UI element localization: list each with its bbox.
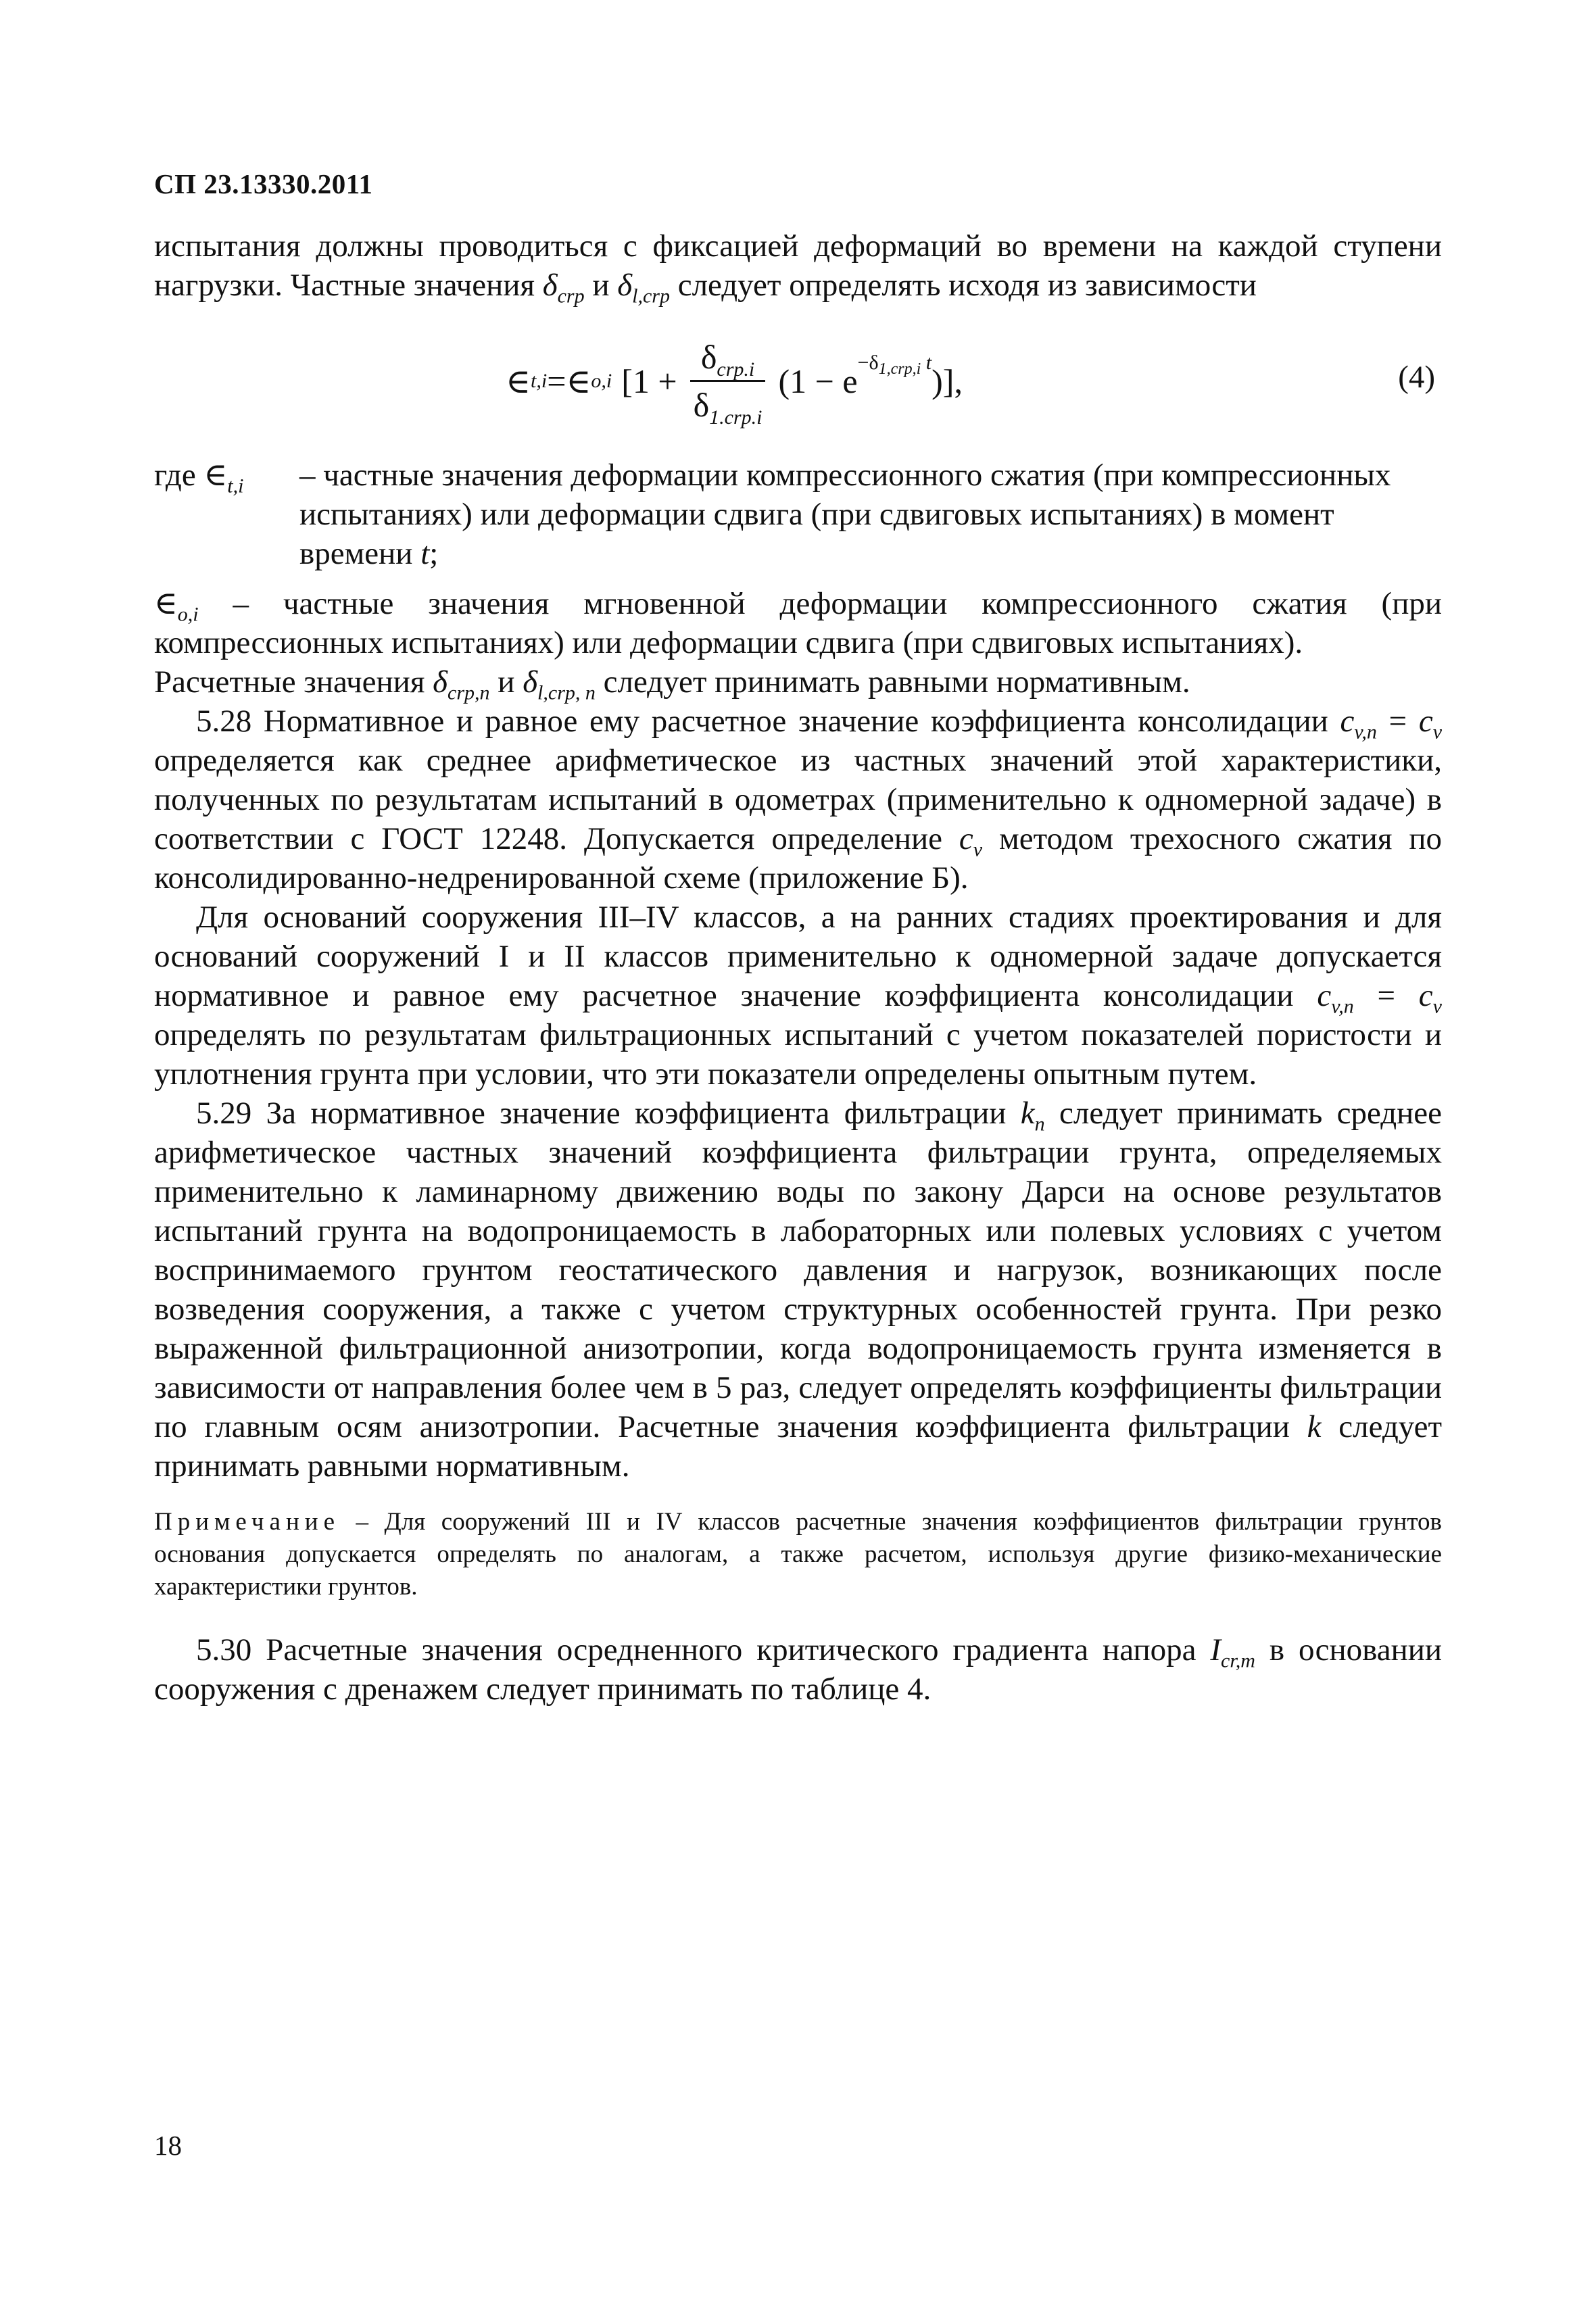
fraction-denominator: $\delta_{1.crp.i}$ [693, 386, 763, 429]
note-label: Примечание [154, 1508, 340, 1536]
clause-5-28-continued: Для оснований сооружения III–IV классов, а на ранних стадиях проектирования и для оснований сооружений I и II классов применительно к одномерной задаче допускается нормативное и равное ему расчетное значение коэффициента консолидации $c_{v,n} = c_v$ определять по результатам фильтрационных испытаний с учетом показателей пористости и уплотнения грунта при условии, что эти показатели определены опытным путем. [154, 900, 1442, 1092]
equation-number: (4) [1398, 360, 1435, 395]
formula-expression: ∈ t,i =∈ o,i [1 + $\frac{\delta_{crp.i}}{\delta_{1.crp.i}}$ (1 − e $^{-\delta_{1,crp,i} t}$ )] , [506, 312, 963, 450]
document-code: СП 23.13330.2011 [154, 168, 373, 199]
formula-4 [154, 312, 1442, 450]
fraction-numerator: $\delta_{crp.i}$ [690, 334, 765, 382]
document-body [154, 226, 1442, 1709]
note-block: Примечание – Для сооружений III и IV классов расчетные значения коэффициентов фильтрации грунтов основания допускается определять по аналогам, а также расчетом, используя другие физико-механические характеристики грунтов. [154, 1508, 1443, 1601]
formula-fraction [683, 334, 773, 428]
intro-paragraph: испытания должны проводиться с фиксацией деформаций во времени на каждой ступени нагрузки. Частные значения $\delta_{crp}$ и $\delta_{l,crp}$ следует определять исходя из зависимости [154, 228, 1442, 308]
clause-5-28: 5.28 Нормативное и равное ему расчетное значение коэффициента консолидации $c_{v,n} = c_v$ определяется как среднее арифметическое из частных значений этой характеристики, полученных по результатам испытаний в одометрах (применительно к одномерной задаче) в соответствии с ГОСТ 12248. Допускается определение $c_v$ методом трехосного сжатия по консолидированно-недренированной схеме (приложение Б). [154, 704, 1443, 896]
calc-values-line: Расчетные значения $\delta_{crp,n}$ и $\delta_{l,crp, n}$ следует принимать равными нормативным. [154, 664, 1190, 704]
page-number: 18 [154, 2130, 182, 2161]
clause-5-30: 5.30 Расчетные значения осредненного критического градиента напора $I_{cr,m}$ в основании сооружения с дренажем следует принимать по таблице 4. [154, 1632, 1443, 1707]
clause-5-29: 5.29 За нормативное значение коэффициента фильтрации $k_n$ следует принимать среднее арифметическое частных значений коэффициента фильтрации грунта, определяемых применительно к ламинарному движению воды по закону Дарси на основе результатов испытаний грунта на водопроницаемость в лабораторных или полевых условиях с учетом воспринимаемого грунтом геостатического давления и нагрузок, возникающих после возведения сооружения, а также с учетом структурных особенностей грунта. При резко выраженной фильтрационной анизотропии, когда водопроницаемость грунта изменяется в зависимости от направления более чем в 5 раз, следует определять коэффициенты фильтрации по главным осям анизотропии. Расчетные значения коэффициента фильтрации k следует принимать равными нормативным. [154, 1096, 1443, 1484]
definition-e-ti: где $\in_{t,i}$ – частные значения деформации компрессионного сжатия (при компрессионных испытаниях) или деформации сдвига (при сдвиговых испытаниях) в момент времени t; [154, 458, 1391, 571]
definition-e-oi: $\in_{o,i}$ – частные значения мгновенной деформации компрессионного сжатия (при компрессионных испытаниях) или деформации сдвига (при сдвиговых испытаниях). [154, 586, 1442, 660]
